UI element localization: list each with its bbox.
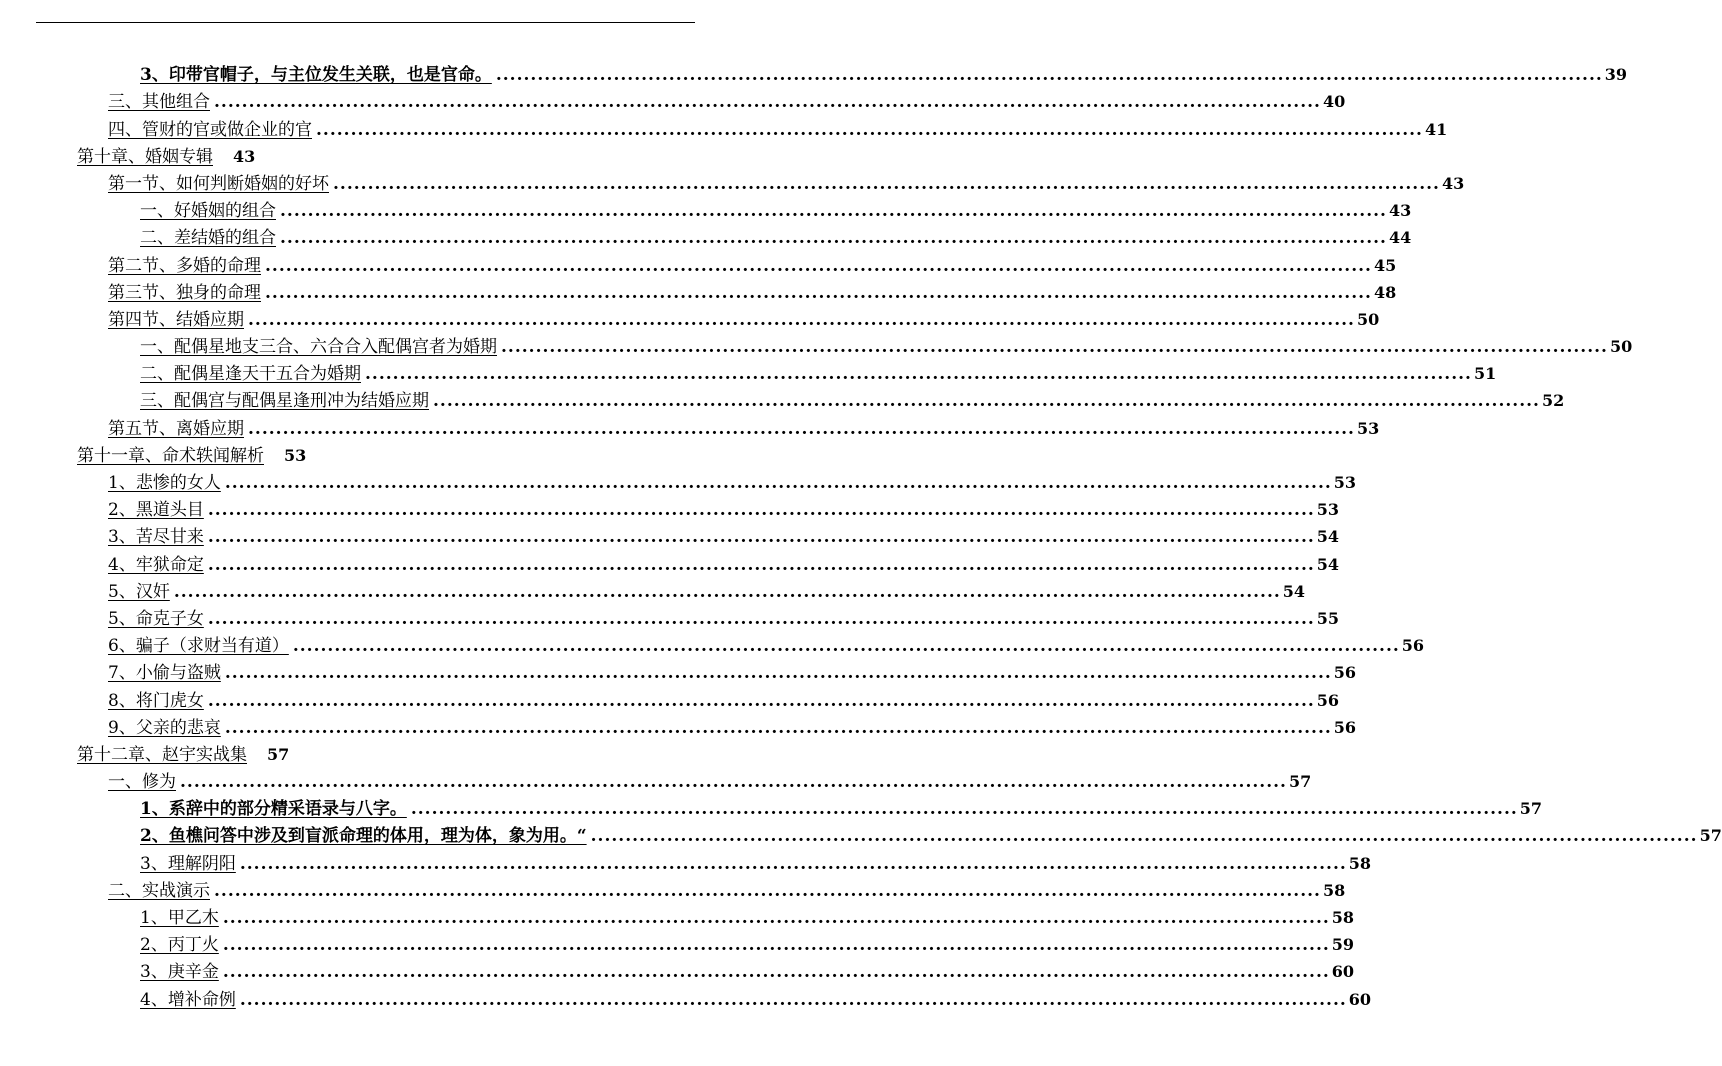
toc-entry-title[interactable]: 3、苦尽甘来 bbox=[108, 527, 204, 548]
toc-entry[interactable] bbox=[108, 303, 1380, 330]
dot-leader: ................................................................................................................................................................ bbox=[292, 636, 1400, 657]
toc-page-number: 57 bbox=[1699, 826, 1722, 846]
dot-leader: ................................................................................................................................................................ bbox=[501, 337, 1608, 358]
toc-entry-title[interactable]: 第十一章、命术轶闻解析 bbox=[77, 445, 264, 466]
toc-entry[interactable] bbox=[140, 901, 1355, 928]
toc-entry[interactable] bbox=[140, 330, 1633, 358]
dot-leader: ................................................................................................................................................................ bbox=[180, 772, 1287, 793]
toc-entry[interactable] bbox=[108, 602, 1340, 629]
dot-leader: ................................................................................................................................................................ bbox=[214, 92, 1321, 113]
dot-leader: ................................................................................................................................................................ bbox=[410, 799, 1518, 820]
dot-leader: ................................................................................................................................................................ bbox=[222, 935, 1330, 956]
toc-entry-title[interactable]: 第一节、如何判断婚姻的好坏 bbox=[108, 173, 329, 194]
dot-leader: ................................................................................................................................................................ bbox=[222, 908, 1330, 928]
toc-page-number: 43 bbox=[1388, 201, 1412, 221]
toc-entry-title[interactable]: 8、将门虎女 bbox=[108, 690, 204, 711]
toc-page-number: 50 bbox=[1609, 337, 1633, 357]
toc-page-number: 54 bbox=[1282, 581, 1306, 601]
toc-page-number: 50 bbox=[1356, 309, 1380, 329]
toc-page-number: 56 bbox=[1401, 636, 1425, 656]
dot-leader: ................................................................................................................................................................ bbox=[224, 473, 1332, 493]
toc-entry[interactable] bbox=[140, 955, 1355, 983]
toc-entry[interactable] bbox=[140, 928, 1355, 956]
toc-entry-title[interactable]: 二、实战演示 bbox=[108, 880, 210, 901]
dot-leader: ................................................................................................................................................................ bbox=[365, 364, 1472, 385]
dot-leader: ................................................................................................................................................................ bbox=[316, 119, 1423, 140]
toc-page-number: 53 bbox=[1333, 473, 1357, 492]
toc-page-number: 60 bbox=[1331, 962, 1355, 982]
toc-entry-title[interactable]: 7、小偷与盗贼 bbox=[108, 663, 221, 684]
toc-entry-title[interactable]: 第二节、多婚的命理 bbox=[108, 255, 261, 276]
toc-entry[interactable] bbox=[140, 846, 1372, 874]
toc-entry-title[interactable]: 2、丙丁火 bbox=[140, 935, 219, 956]
toc-page-number: 56 bbox=[1333, 663, 1357, 683]
toc-entry[interactable] bbox=[108, 656, 1357, 684]
toc-entry-title[interactable]: 第三节、独身的命理 bbox=[108, 282, 261, 303]
dot-leader: ................................................................................................................................................................ bbox=[248, 309, 1355, 330]
toc-entry-title[interactable]: 第五节、离婚应期 bbox=[108, 418, 244, 439]
toc-entry[interactable] bbox=[108, 411, 1380, 439]
toc-page-number: 57 bbox=[1519, 799, 1543, 819]
toc-entry-title[interactable]: 3、印带官帽子，与主位发生关联，也是官命。 bbox=[140, 65, 492, 86]
toc-entry-title[interactable]: 二、差结婚的组合 bbox=[140, 228, 276, 249]
dot-leader: ................................................................................................................................................................ bbox=[224, 663, 1332, 684]
toc-chapter-entry[interactable] bbox=[77, 140, 717, 167]
dot-leader: ................................................................................................................................................................ bbox=[214, 880, 1321, 901]
toc-page-number: 57 bbox=[267, 744, 290, 764]
toc-entry-title[interactable]: 第四节、结婚应期 bbox=[108, 309, 244, 330]
toc-entry[interactable] bbox=[108, 112, 1448, 140]
toc-entry[interactable] bbox=[108, 683, 1340, 711]
dot-leader: ................................................................................................................................................................ bbox=[207, 500, 1315, 521]
toc-entry[interactable] bbox=[140, 982, 1372, 1010]
dot-leader: ................................................................................................................................................................ bbox=[333, 173, 1440, 194]
toc-entry[interactable] bbox=[108, 85, 1346, 113]
toc-page-number: 56 bbox=[1316, 690, 1340, 710]
dot-leader: ................................................................................................................................................................ bbox=[590, 826, 1698, 847]
toc-page-number: 52 bbox=[1541, 391, 1565, 411]
toc-page-number: 48 bbox=[1373, 282, 1397, 302]
dot-leader: ................................................................................................................................................................ bbox=[239, 853, 1347, 874]
dot-leader: ................................................................................................................................................................ bbox=[173, 581, 1281, 602]
toc-entry[interactable] bbox=[140, 819, 1722, 847]
header-rule bbox=[36, 22, 695, 23]
toc-entry[interactable] bbox=[108, 765, 1312, 793]
toc-page-number: 58 bbox=[1348, 853, 1372, 873]
dot-leader: ................................................................................................................................................................ bbox=[265, 255, 1372, 276]
dot-leader: ................................................................................................................................................................ bbox=[207, 690, 1315, 711]
toc-entry[interactable] bbox=[140, 58, 1628, 86]
dot-leader: ................................................................................................................................................................ bbox=[239, 989, 1347, 1010]
toc-page-number: 54 bbox=[1316, 527, 1340, 547]
toc-entry-title[interactable]: 1、甲乙木 bbox=[140, 908, 219, 928]
toc-entry[interactable] bbox=[140, 792, 1543, 820]
dot-leader: ................................................................................................................................................................ bbox=[433, 391, 1540, 412]
toc-page-number: 54 bbox=[1316, 554, 1340, 574]
toc-entry[interactable] bbox=[108, 575, 1306, 602]
toc-page-number: 44 bbox=[1388, 228, 1412, 248]
toc-entry[interactable] bbox=[108, 167, 1465, 194]
toc-entry[interactable] bbox=[140, 194, 1412, 222]
toc-entry-title[interactable]: 2、鱼樵问答中涉及到盲派命理的体用，理为体，象为用。“ bbox=[140, 826, 587, 847]
toc-page-number: 40 bbox=[1322, 92, 1346, 112]
dot-leader: ................................................................................................................................................................ bbox=[248, 418, 1355, 439]
toc-entry-title[interactable]: 4、增补命例 bbox=[140, 989, 236, 1010]
toc-entry[interactable] bbox=[108, 874, 1346, 901]
toc-entry-title[interactable]: 2、黑道头目 bbox=[108, 500, 204, 521]
toc-entry-title[interactable]: 1、系辞中的部分精采语录与八字。 bbox=[140, 799, 407, 820]
toc-entry-title[interactable]: 3、庚辛金 bbox=[140, 962, 219, 983]
toc-entry-title[interactable]: 5、命克子女 bbox=[108, 608, 204, 629]
toc-chapter-entry[interactable] bbox=[77, 738, 717, 765]
toc-entry[interactable] bbox=[108, 520, 1340, 548]
toc-entry[interactable] bbox=[108, 466, 1357, 493]
dot-leader: ................................................................................................................................................................ bbox=[222, 962, 1330, 983]
dot-leader: ................................................................................................................................................................ bbox=[207, 527, 1315, 548]
toc-entry[interactable] bbox=[108, 711, 1357, 738]
toc-entry-title[interactable]: 一、修为 bbox=[108, 772, 176, 793]
toc-page-number: 53 bbox=[1316, 500, 1340, 520]
dot-leader: ................................................................................................................................................................ bbox=[280, 201, 1387, 222]
toc-page-number: 56 bbox=[1333, 717, 1357, 737]
toc-entry-title[interactable]: 三、其他组合 bbox=[108, 92, 210, 113]
toc-entry-title[interactable]: 5、汉奸 bbox=[108, 581, 170, 602]
toc-entry-title[interactable]: 4、牢狱命定 bbox=[108, 554, 204, 575]
dot-leader: ................................................................................................................................................................ bbox=[207, 608, 1315, 629]
toc-page-number: 43 bbox=[1441, 173, 1465, 193]
toc-entry-title[interactable]: 1、悲惨的女人 bbox=[108, 473, 221, 493]
toc-chapter-entry[interactable] bbox=[77, 439, 717, 466]
table-of-contents bbox=[0, 58, 1722, 1010]
toc-page-number: 39 bbox=[1604, 65, 1628, 85]
toc-page-number: 58 bbox=[1331, 908, 1355, 927]
toc-page-number: 59 bbox=[1331, 935, 1355, 955]
toc-page-number: 45 bbox=[1373, 255, 1397, 275]
dot-leader: ................................................................................................................................................................ bbox=[207, 554, 1315, 575]
toc-entry-title[interactable]: 9、父亲的悲哀 bbox=[108, 717, 221, 738]
toc-entry[interactable] bbox=[108, 493, 1340, 521]
toc-entry-title[interactable]: 6、骗子（求财当有道） bbox=[108, 636, 289, 657]
toc-entry[interactable] bbox=[140, 221, 1412, 249]
toc-page-number: 51 bbox=[1473, 364, 1497, 384]
dot-leader: ................................................................................................................................................................ bbox=[495, 65, 1603, 86]
toc-page-number: 60 bbox=[1348, 989, 1372, 1009]
toc-entry[interactable] bbox=[108, 547, 1340, 575]
toc-entry-title[interactable]: 一、好婚姻的组合 bbox=[140, 201, 276, 222]
toc-entry-title[interactable]: 四、管财的官或做企业的官 bbox=[108, 119, 312, 140]
dot-leader: ................................................................................................................................................................ bbox=[224, 717, 1332, 738]
toc-entry[interactable] bbox=[140, 357, 1497, 385]
toc-entry[interactable] bbox=[108, 276, 1397, 303]
toc-entry[interactable] bbox=[140, 384, 1565, 412]
dot-leader: ................................................................................................................................................................ bbox=[265, 282, 1372, 303]
toc-entry-title[interactable]: 3、理解阴阳 bbox=[140, 853, 236, 874]
toc-page-number: 55 bbox=[1316, 608, 1340, 628]
toc-entry-title[interactable]: 第十章、婚姻专辑 bbox=[77, 146, 213, 167]
toc-entry-title[interactable]: 二、配偶星逢天干五合为婚期 bbox=[140, 364, 361, 385]
dot-leader: ................................................................................................................................................................ bbox=[280, 228, 1387, 249]
toc-entry-title[interactable]: 一、配偶星地支三合、六合合入配偶宫者为婚期 bbox=[140, 337, 497, 358]
toc-page-number: 41 bbox=[1424, 119, 1448, 139]
toc-page-number: 53 bbox=[284, 445, 307, 465]
toc-page-number: 57 bbox=[1288, 772, 1312, 792]
toc-page-number: 53 bbox=[1356, 418, 1380, 438]
toc-entry-title[interactable]: 三、配偶宫与配偶星逢刑冲为结婚应期 bbox=[140, 391, 429, 412]
toc-entry-title[interactable]: 第十二章、赵宇实战集 bbox=[77, 744, 247, 765]
toc-page-number: 58 bbox=[1322, 880, 1346, 900]
toc-entry[interactable] bbox=[108, 248, 1397, 276]
toc-page-number: 43 bbox=[233, 146, 256, 166]
toc-entry[interactable] bbox=[108, 629, 1425, 657]
